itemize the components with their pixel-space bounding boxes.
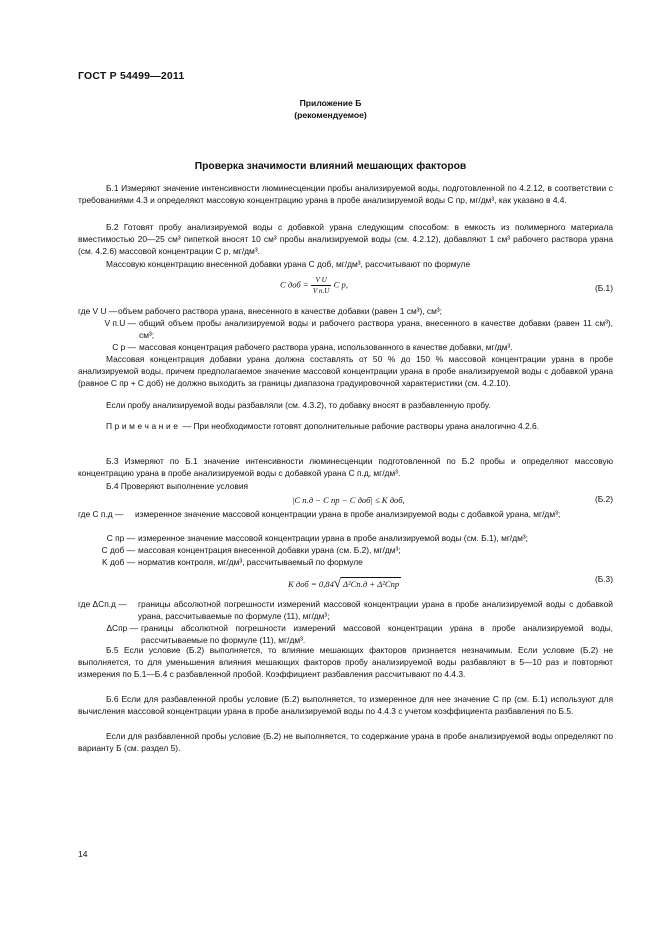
definition-row xyxy=(78,623,613,647)
definition-row xyxy=(78,306,613,318)
definition-symbol: V п.U — xyxy=(104,318,136,328)
equation-label-b1: (Б.1) xyxy=(594,283,613,293)
formula-b3-radicand: Δ²Cп.д + Δ²Cпр xyxy=(343,579,400,589)
formula-b1-fraction xyxy=(311,275,332,296)
definition-symbol: C пр — xyxy=(106,533,135,543)
definition-row xyxy=(78,533,613,545)
paragraph-b2b: Массовую концентрацию внесенной добавки урана C доб, мг/дм³, рассчитывают по формуле xyxy=(106,259,471,269)
formula-b1-numerator: V U xyxy=(311,275,332,286)
definition-symbol: C р — xyxy=(112,342,136,352)
appendix-type: (рекомендуемое) xyxy=(294,110,367,120)
definition-text: массовая концентрация рабочего раствора урана, использованного в качестве добавки, мг/дм³. xyxy=(139,342,513,352)
paragraph-concentration: Массовая концентрация добавки урана должна составлять от 50 % до 150 % массовой концентрации урана в пробе анализируемой воды, причем предполагаемое значение массовой концентрации урана в пробе анализируемой воды с добавкой урана (равное C пр + C доб) не должно выходить за границы диапазона градуировочной характеристики (см. 4.2.10). xyxy=(78,354,613,388)
definition-text: границы абсолютной погрешности измерений массовой концентрации урана в пробе анализируемой воды, рассчитываемые по формуле (11), мг/дм³. xyxy=(141,623,613,645)
definition-row xyxy=(78,342,613,354)
page-number: 14 xyxy=(78,849,88,859)
definition-row xyxy=(78,318,613,342)
definition-row xyxy=(78,545,613,557)
definition-symbol: ΔCпр — xyxy=(106,623,138,633)
formula-b3-left: K доб = 0,84 xyxy=(288,579,334,589)
note-label: Примечание xyxy=(106,421,181,431)
formula-b1-rhs: C р, xyxy=(333,279,348,290)
paragraph-b3: Б.3 Измеряют по Б.1 значение интенсивности люминесценции подготовленной по Б.2 пробы и определяют массовую концентрацию урана в пробе анализируемой воды с добавкой урана C п.д, мг/дм³. xyxy=(78,456,613,478)
paragraph-b6b: Если для разбавленной пробы условие (Б.2) не выполняется, то содержание урана в пробе анализируемой воды определяют по варианту Б (см. раздел 5). xyxy=(78,731,613,753)
appendix-label: Приложение Б xyxy=(299,98,362,108)
paragraph-b5: Б.5 Если условие (Б.2) выполняется, то влияние мешающих факторов признается незначимым. Если условие (Б.2) не выполняется, то для уменьшения влияния мешающих факторов пробу анализируемой воды разбавляют в 5—10 раз и повторяют измерения по Б.1—Б.4 с разбавленной пробой. Коэффициент разбавления рассчитывают по 4.4.3. xyxy=(78,645,613,679)
definition-text: норматив контроля, мг/дм³, рассчитываемый по формуле xyxy=(138,557,363,567)
definition-text: границы абсолютной погрешности измерений массовой концентрации урана в пробе анализируемой воды с добавкой урана, рассчитываемые по формуле (11), мг/дм³; xyxy=(138,599,613,621)
definition-text: объем рабочего раствора урана, внесенного в качестве добавки (равен 1 см³), см³; xyxy=(118,306,442,316)
definition-row xyxy=(78,599,613,623)
definition-text: массовая концентрация внесенной добавки урана (см. Б.2), мг/дм³; xyxy=(138,545,401,555)
definition-text: общий объем пробы анализируемой воды и рабочего раствора урана, внесенного в качестве добавки (равен 11 см³), см³; xyxy=(139,318,613,340)
note-text: — При необходимости готовят дополнительные рабочие растворы урана аналогично 4.2.6. xyxy=(180,421,539,431)
definition-text: измеренное значение массовой концентрации урана в пробе анализируемой воды с добавкой урана, мг/дм³; xyxy=(135,509,561,519)
sqrt-icon: √ xyxy=(333,575,342,590)
paragraph-b4: Б.4 Проверяют выполнение условия xyxy=(106,481,249,491)
definition-text: измеренное значение массовой концентрации урана в пробе анализируемой воды (см. Б.1), мг/дм³; xyxy=(138,533,528,543)
formula-b1-lhs: C доб = xyxy=(280,279,309,290)
definition-symbol: где C п.д — xyxy=(78,509,124,519)
paragraph-b2: Б.2 Готовят пробу анализируемой воды с добавкой урана следующим способом: в емкость из полимерного материала вместимостью 20—25 см³ пипеткой вносят 10 см³ пробы анализируемой воды (см. 4.2.12), добавляют 1 см³ рабочего раствора урана (см. 4.2.6) массовой концентрации C р, мг/дм³. xyxy=(78,222,613,256)
formula-b1-denominator: V п.U xyxy=(312,287,330,296)
document-header: ГОСТ Р 54499—2011 xyxy=(78,70,185,82)
formula-b3 xyxy=(288,574,401,592)
formula-b2: |C п.д − C пр − C доб| ≤ K доб, xyxy=(292,495,405,505)
definition-symbol: где V U — xyxy=(78,306,118,316)
definition-row xyxy=(78,509,613,521)
definition-symbol: K доб — xyxy=(102,557,135,567)
section-title: Проверка значимости влияний мешающих факторов xyxy=(194,161,467,172)
definition-symbol: C доб — xyxy=(101,545,135,555)
paragraph-b1: Б.1 Измеряют значение интенсивности люминесценции пробы анализируемой воды, подготовленной по 4.2.12, в соответствии с требованиями 4.3 и определяют массовую концентрацию урана в пробе анализируемой воды C пр, мг/дм³, как указано в 4.4. xyxy=(78,183,613,205)
note xyxy=(78,421,613,433)
equation-label-b2: (Б.2) xyxy=(594,494,613,504)
paragraph-dilution: Если пробу анализируемой воды разбавляли (см. 4.3.2), то добавку вносят в разбавленную пробу. xyxy=(106,400,491,410)
definition-symbol: где ΔCп.д — xyxy=(78,599,127,609)
paragraph-b6: Б.6 Если для разбавленной пробы условие (Б.2) выполняется, то измеренное для нее значение C пр (см. Б.1) используют для вычисления массовой концентрации урана в пробе анализируемой воды по 4.4.3 с учетом коэффициента разбавления по Б.5. xyxy=(78,694,613,716)
equation-label-b3: (Б.3) xyxy=(594,574,613,584)
definition-row xyxy=(78,557,613,569)
formula-b1 xyxy=(280,275,348,296)
